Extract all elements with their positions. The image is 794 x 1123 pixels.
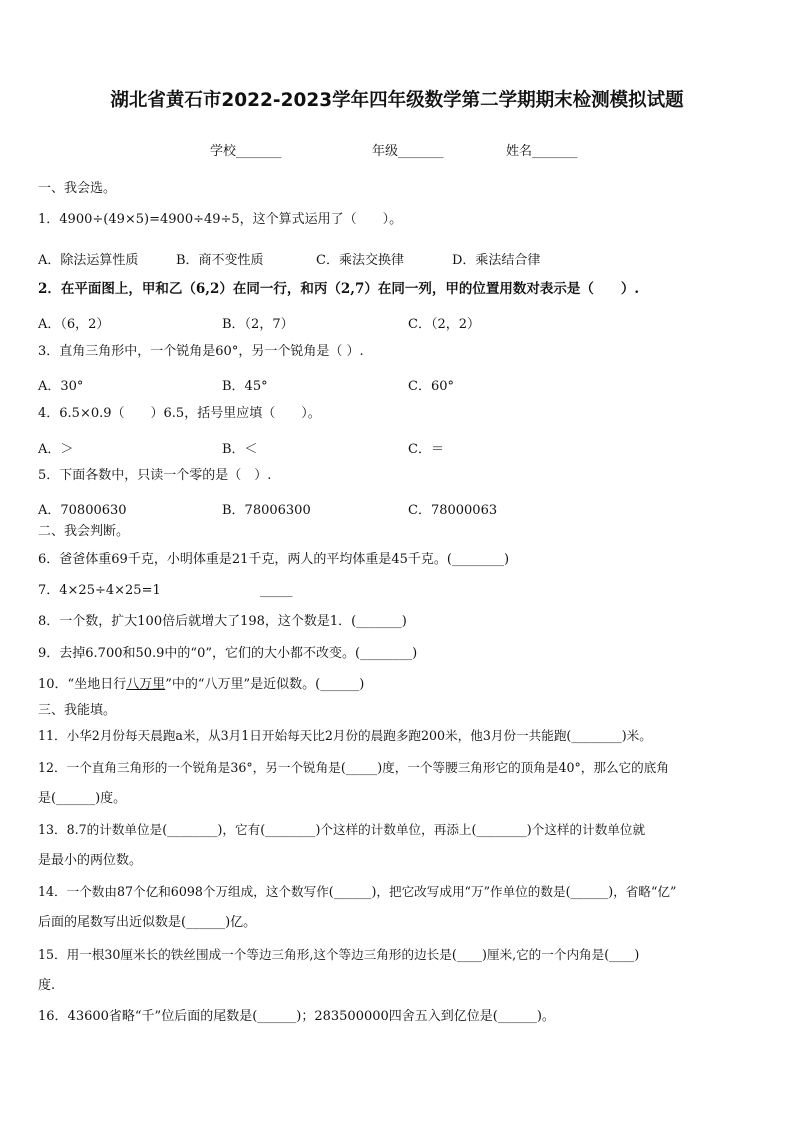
question-9: 9．去掉6.700和50.9中的“0”，它们的大小都不改变。(________) (38, 646, 418, 661)
question-8: 8．一个数，扩大100倍后就增大了198，这个数是1．(_______) (38, 614, 407, 629)
question-16: 16．43600省略“千”位后面的尾数是(______)；283500000四舍五入到亿位是(______)。 (38, 1009, 555, 1024)
question-text: 4900÷(49×5)=4900÷49÷5，这个算式运用了（ ）。 (59, 212, 403, 227)
q4-option-b: B．＜ (222, 442, 258, 457)
name-label: 姓名 (506, 144, 533, 159)
question-13-line-2: 是最小的两位数。 (38, 853, 143, 868)
q1-option-c: C．乘法交换律 (316, 253, 404, 268)
section-heading-3: 三、我能填。 (38, 703, 117, 718)
question-10 (38, 677, 764, 693)
question-14-line-2: 后面的尾数写出近似数是(______)亿。 (38, 915, 257, 930)
q2-option-b: B．（2，7） (222, 317, 294, 332)
question-text: 直角三角形中，一个锐角是60°，另一个锐角是（ ）. (59, 344, 364, 359)
question-number: 2． (38, 281, 61, 297)
page-title: 湖北省黄石市2022-2023学年四年级数学第二学期期末检测模拟试题 (110, 90, 684, 111)
name-field (506, 140, 578, 159)
q4-option-a: A．＞ (38, 442, 74, 457)
name-blank: _______ (532, 144, 578, 159)
question-12-line-1: 12．一个直角三角形的一个锐角是36°，另一个锐角是(_____)度，一个等腰三角形它的顶角是40°，那么它的底角 (38, 760, 669, 775)
question-4 (38, 406, 764, 422)
q2-option-a: A．（6，2） (38, 317, 110, 332)
section-heading-2: 二、我会判断。 (38, 524, 130, 539)
q4-option-c: C．＝ (408, 442, 444, 457)
question-text: 在平面图上，甲和乙（6,2）在同一行，和丙（2,7）在同一列，甲的位置用数对表示是（ ）. (60, 281, 640, 297)
grade-label: 年级 (372, 144, 399, 159)
question-text: 下面各数中，只读一个零的是（ ）. (59, 468, 272, 483)
section-heading-1: 一、我会选。 (38, 181, 117, 196)
question-number: 5． (38, 468, 60, 483)
question-3 (38, 344, 764, 360)
question-text-end: ”中的“八万里”是近似数。(______) (165, 677, 365, 692)
question-number: 1． (38, 212, 60, 227)
q3-option-b: B．45° (222, 379, 268, 394)
question-2 (38, 281, 764, 297)
question-text: 7．4×25÷4×25=1 (38, 583, 161, 598)
question-11: 11．小华2月份每天晨跑a米，从3月1日开始每天比2月份的晨跑多跑200米，他3月份一共能跑(________)米。 (38, 728, 652, 743)
question-text: 6.5×0.9（ ）6.5，括号里应填（ ）。 (59, 406, 321, 421)
q2-option-c: C．（2，2） (408, 317, 480, 332)
q1-option-d: D．乘法结合律 (452, 253, 541, 268)
question-6: 6．爸爸体重69千克，小明体重是21千克，两人的平均体重是45千克。(________) (38, 552, 510, 567)
question-15-line-1: 15．用一根30厘米长的铁丝围成一个等边三角形,这个等边三角形的边长是(____)厘米,它的一个内角是(____) (38, 947, 640, 962)
q1-option-b: B．商不变性质 (176, 253, 264, 268)
q3-option-a: A．30° (38, 379, 84, 394)
q1-option-a: A．除法运算性质 (38, 253, 139, 268)
q5-option-b: B．78006300 (222, 503, 311, 518)
question-15-line-2: 度. (38, 978, 56, 993)
grade-field (372, 140, 444, 159)
q3-option-c: C．60° (408, 379, 454, 394)
q5-option-a: A．70800630 (38, 503, 127, 518)
school-blank: _______ (236, 144, 282, 159)
question-1 (38, 212, 764, 228)
question-12-line-2: 是(______)度。 (38, 791, 127, 806)
question-14-line-1: 14．一个数由87个亿和6098个万组成，这个数写作(______)，把它改写成用“万”作单位的数是(______)，省略“亿” (38, 884, 677, 899)
question-13-line-1: 13．8.7的计数单位是(________)，它有(________)个这样的计数单位，再添上(________)个这样的计数单位就 (38, 822, 646, 837)
grade-blank: _______ (398, 144, 444, 159)
question-text-start: 10．“坐地日行 (38, 677, 127, 692)
school-label: 学校 (210, 144, 237, 159)
question-number: 4． (38, 406, 60, 421)
question-5 (38, 468, 764, 484)
answer-blank: _____ (260, 583, 293, 598)
question-number: 3． (38, 344, 60, 359)
school-field (210, 140, 282, 159)
q5-option-c: C．78000063 (408, 503, 498, 518)
question-7 (38, 583, 764, 599)
underlined-phrase: 八万里 (126, 677, 166, 692)
